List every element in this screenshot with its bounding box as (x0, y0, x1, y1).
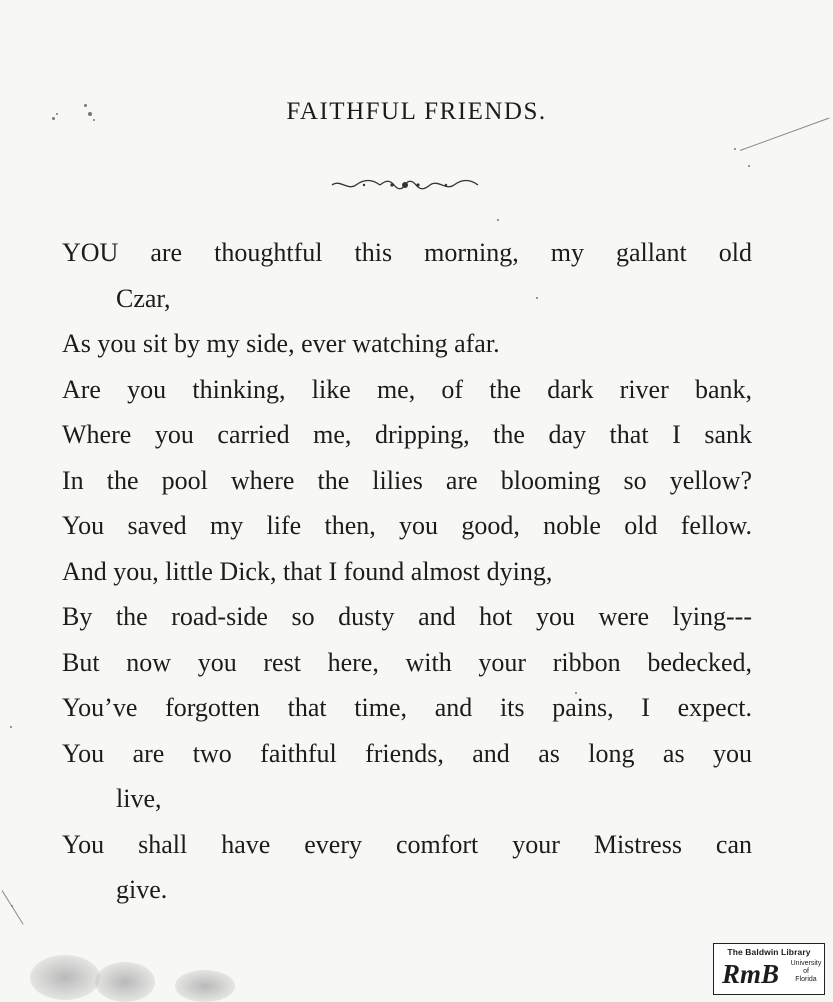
poem-line: But now you rest here, with your ribbon bedecked, (62, 647, 752, 677)
stamp-university-line: of (803, 968, 809, 975)
library-stamp (713, 943, 825, 995)
poem-line: And you, little Dick, that I found almost dying, (62, 556, 553, 586)
poem-line: You’ve forgotten that time, and its pains, I expect. (62, 693, 752, 722)
poem-line: You saved my life then, you good, noble old fellow. (62, 511, 752, 540)
poem-line: You are two faithful friends, and as long as you (62, 738, 752, 768)
paper-edge (2, 890, 24, 924)
poem-body (62, 230, 752, 913)
stamp-university-line: University (790, 960, 822, 967)
stamp-university (788, 960, 824, 984)
stamp-logo: RmB (722, 959, 780, 989)
ink-smudge (175, 970, 235, 1002)
poem-line-continuation: give. (116, 875, 168, 904)
poem-line: Are you thinking, like me, of the dark river bank, (62, 374, 752, 404)
poem-title: FAITHFUL FRIENDS. (286, 98, 547, 125)
decorative-ornament-icon (330, 176, 480, 194)
poem-line-continuation: Czar, (116, 283, 171, 313)
ink-smudge (95, 962, 155, 1002)
poem-line: By the road-side so dusty and hot you were lying--- (62, 602, 752, 631)
stamp-university-line: Florida (795, 976, 817, 983)
poem-line: YOU are thoughtful this morning, my gallant old (62, 238, 752, 267)
poem-line: You shall have every comfort your Mistress can (62, 829, 752, 859)
ink-smudge (30, 955, 100, 1000)
poem-line-continuation: live, (116, 784, 162, 813)
stamp-library-name: The Baldwin Library (727, 947, 811, 957)
poem-line: As you sit by my side, ever watching afar. (62, 329, 500, 358)
poem-line: Where you carried me, dripping, the day that I sank (62, 420, 752, 449)
poem-line: In the pool where the lilies are blooming so yellow? (62, 465, 752, 495)
